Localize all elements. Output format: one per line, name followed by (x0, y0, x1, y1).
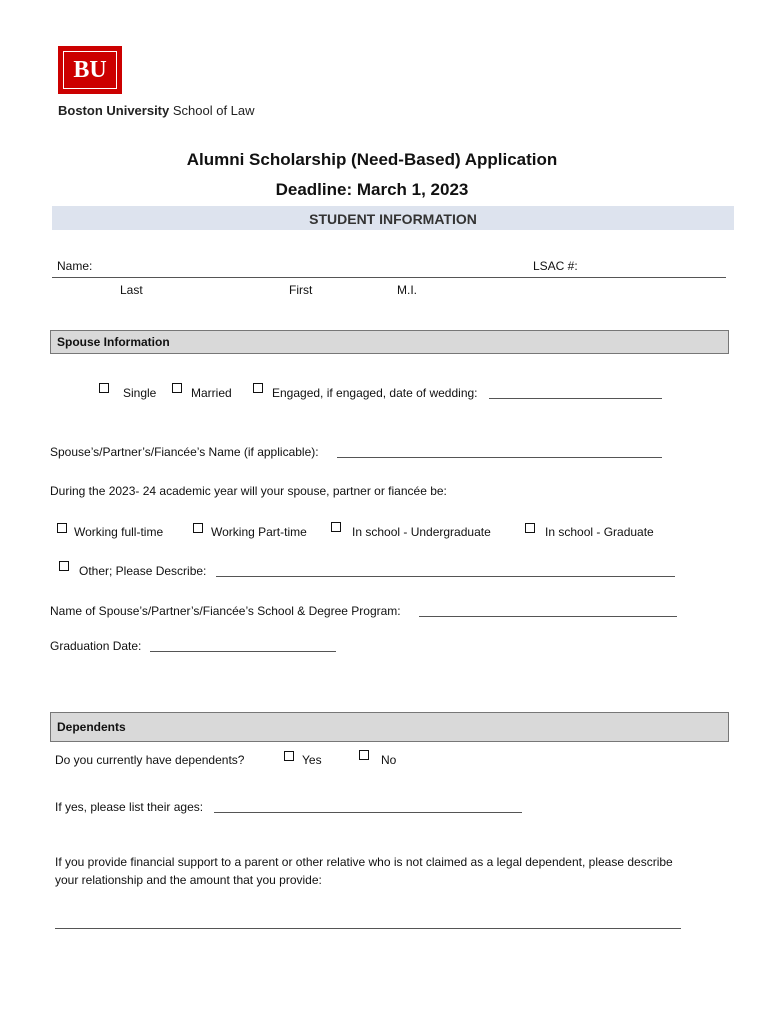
graduate-checkbox[interactable] (525, 523, 535, 533)
graduation-date-label: Graduation Date: (50, 639, 142, 653)
first-name-caption: First (289, 283, 313, 297)
spouse-section-header: Spouse Information (50, 330, 729, 354)
engaged-checkbox[interactable] (253, 383, 263, 393)
no-label: No (381, 753, 397, 767)
partner-name-line[interactable] (337, 457, 662, 458)
engaged-label: Engaged, if engaged, date of wedding: (272, 386, 478, 400)
ages-label: If yes, please list their ages: (55, 800, 204, 814)
other-checkbox[interactable] (59, 561, 69, 571)
support-answer-line[interactable] (55, 928, 681, 929)
partner-name-label: Spouse’s/Partner’s/Fiancée’s Name (if applicable): (50, 445, 319, 459)
middle-initial-caption: M.I. (397, 283, 417, 297)
part-time-label: Working Part-time (211, 525, 307, 539)
name-line[interactable] (52, 277, 726, 278)
married-checkbox[interactable] (172, 383, 182, 393)
lsac-label: LSAC #: (533, 259, 578, 273)
undergrad-label: In school - Undergraduate (352, 525, 491, 539)
full-time-checkbox[interactable] (57, 523, 67, 533)
undergrad-checkbox[interactable] (331, 522, 341, 532)
no-checkbox[interactable] (359, 750, 369, 760)
logo-inner-border (63, 51, 117, 89)
married-label: Married (191, 386, 232, 400)
dependents-section-header: Dependents (50, 712, 729, 742)
last-name-caption: Last (120, 283, 143, 297)
full-time-label: Working full-time (74, 525, 164, 539)
name-label: Name: (57, 259, 93, 273)
dependents-question: Do you currently have dependents? (55, 753, 245, 767)
part-time-checkbox[interactable] (193, 523, 203, 533)
graduation-date-line[interactable] (150, 651, 336, 652)
wordmark-university: Boston University (58, 103, 170, 118)
yes-checkbox[interactable] (284, 751, 294, 761)
other-description-line[interactable] (216, 576, 675, 577)
graduate-label: In school - Graduate (545, 525, 654, 539)
form-title: Alumni Scholarship (Need-Based) Application (186, 150, 558, 169)
other-label: Other; Please Describe: (79, 564, 207, 578)
single-label: Single (123, 386, 157, 400)
yes-label: Yes (302, 753, 322, 767)
single-checkbox[interactable] (99, 383, 109, 393)
school-wordmark (58, 103, 255, 118)
school-program-line[interactable] (419, 616, 677, 617)
bu-logo (58, 46, 122, 94)
wedding-date-line[interactable] (489, 398, 662, 399)
support-text-line1: If you provide financial support to a parent or other relative who is not claimed as a legal dependent, please describe (55, 855, 673, 869)
wordmark-school: School of Law (169, 103, 255, 118)
ages-line[interactable] (214, 812, 522, 813)
logo-text: BU (73, 56, 107, 83)
form-deadline: Deadline: March 1, 2023 (275, 180, 469, 199)
year-question: During the 2023- 24 academic year will your spouse, partner or fiancée be: (50, 484, 447, 498)
support-text-line2: your relationship and the amount that you provide: (55, 873, 322, 887)
student-info-band: STUDENT INFORMATION (52, 206, 734, 230)
school-program-label: Name of Spouse’s/Partner’s/Fiancée’s School & Degree Program: (50, 604, 401, 618)
